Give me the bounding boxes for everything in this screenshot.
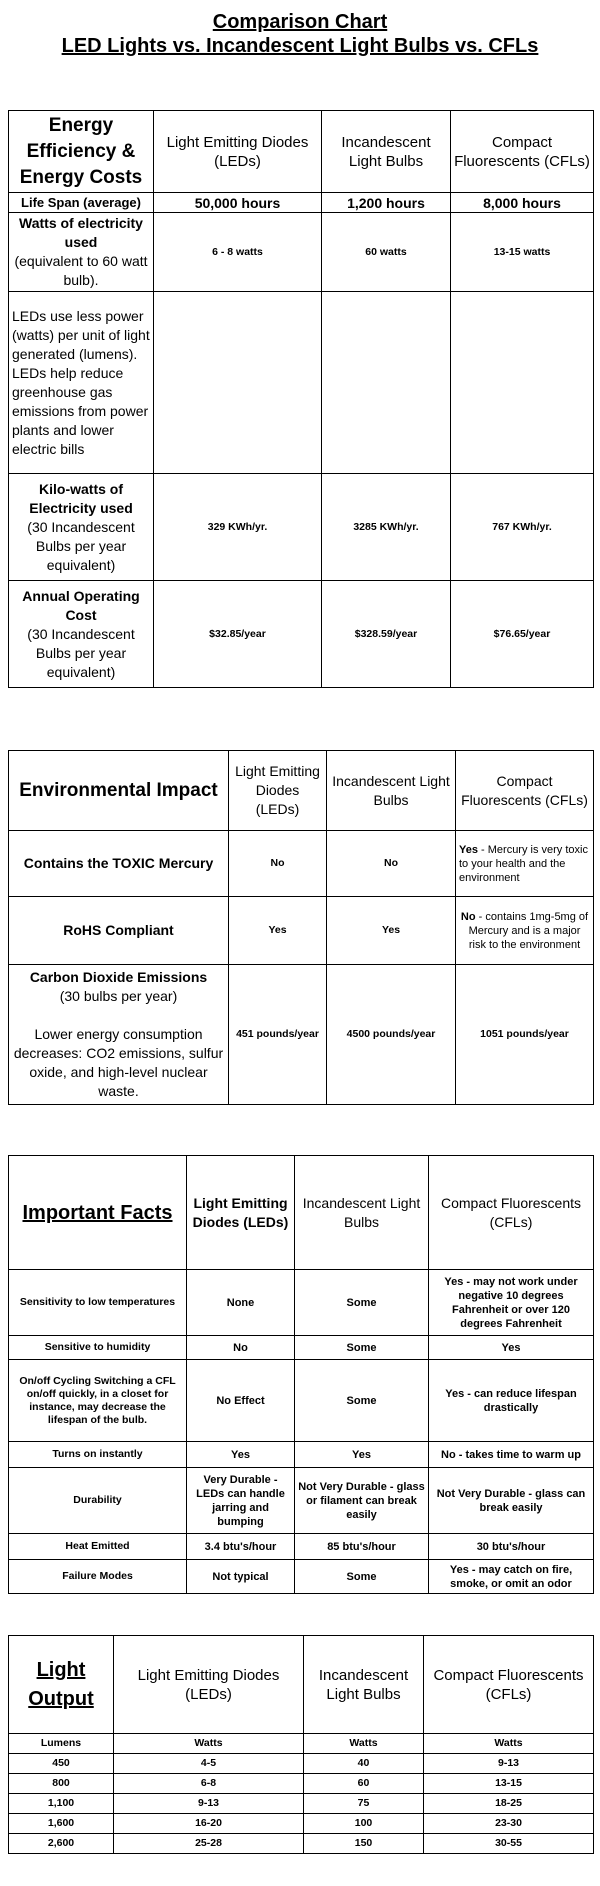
facts-col-cfl: Compact Fluorescents (CFLs)	[429, 1156, 594, 1270]
inc-watts: 40	[304, 1754, 424, 1774]
co2-label-note: Lower energy consumption decreases: CO2 emissions, sulfur oxide, and high-level nuclear waste.	[13, 1026, 224, 1099]
facts-col-led: Light Emitting Diodes (LEDs)	[187, 1156, 295, 1270]
light-output-heading: Light Output	[9, 1636, 114, 1734]
co2-led: 451 pounds/year	[229, 965, 327, 1105]
fact-led: Very Durable - LEDs can handle jarring and bumping	[187, 1468, 295, 1534]
rohs-inc: Yes	[327, 897, 456, 965]
watts-label-note: (equivalent to 60 watt bulb).	[14, 253, 148, 288]
co2-label	[9, 965, 229, 1105]
cfl-watts: 30-55	[424, 1834, 594, 1854]
fact-cfl: Yes - may not work under negative 10 degrees Fahrenheit or over 120 degrees Fahrenheit	[429, 1270, 594, 1336]
fact-cfl: No - takes time to warm up	[429, 1442, 594, 1468]
fact-cfl: Yes - may catch on fire, smoke, or omit an odor	[429, 1560, 594, 1594]
life-span-led: 50,000 hours	[154, 193, 322, 213]
light-col-led: Light Emitting Diodes (LEDs)	[114, 1636, 304, 1734]
rohs-cfl-answer: No	[460, 910, 476, 923]
kilowatts-cfl: 767 KWh/yr.	[451, 474, 594, 581]
led-watts: 6-8	[114, 1774, 304, 1794]
co2-label-title: Carbon Dioxide Emissions	[29, 969, 208, 985]
environment-col-inc: Incandescent Light Bulbs	[327, 751, 456, 831]
mercury-cfl	[456, 831, 594, 897]
inc-watts: 100	[304, 1814, 424, 1834]
led-watts: 9-13	[114, 1794, 304, 1814]
fact-led: None	[187, 1270, 295, 1336]
fact-label: Heat Emitted	[9, 1534, 187, 1560]
cfl-watts: 9-13	[424, 1754, 594, 1774]
fact-cfl: Not Very Durable - glass can break easily	[429, 1468, 594, 1534]
empty-cell	[322, 292, 451, 474]
annual-cost-label-bold: Annual Operating Cost	[22, 587, 140, 623]
fact-inc: 85 btu's/hour	[295, 1534, 429, 1560]
cfl-watts: 23-30	[424, 1814, 594, 1834]
empty-cell	[451, 292, 594, 474]
kilowatts-label	[9, 474, 154, 581]
led-watts: 25-28	[114, 1834, 304, 1854]
energy-col-led: Light Emitting Diodes (LEDs)	[154, 111, 322, 193]
mercury-led: No	[229, 831, 327, 897]
mercury-label: Contains the TOXIC Mercury	[9, 831, 229, 897]
life-span-cfl: 8,000 hours	[451, 193, 594, 213]
energy-heading: Energy Efficiency & Energy Costs	[9, 111, 154, 193]
fact-label: Failure Modes	[9, 1560, 187, 1594]
fact-led: No Effect	[187, 1360, 295, 1442]
life-span-label: Life Span (average)	[9, 193, 154, 213]
watts-label	[9, 213, 154, 292]
light-output-table	[8, 1635, 594, 1854]
fact-cfl: Yes	[429, 1336, 594, 1360]
kilowatts-label-bold: Kilo-watts of Electricity used	[29, 480, 133, 516]
fact-inc: Some	[295, 1336, 429, 1360]
annual-cost-cfl: $76.65/year	[451, 581, 594, 688]
rohs-cfl-detail: - contains 1mg-5mg of Mercury and is a major risk to the environment	[468, 910, 589, 951]
annual-cost-label-note: (30 Incandescent Bulbs per year equivalent)	[27, 625, 135, 680]
fact-label: Durability	[9, 1468, 187, 1534]
environment-heading: Environmental Impact	[9, 751, 229, 831]
energy-col-cfl: Compact Fluorescents (CFLs)	[451, 111, 594, 193]
environment-table	[8, 750, 594, 1105]
life-span-inc: 1,200 hours	[322, 193, 451, 213]
watts-label-bold: Watts of electricity used	[19, 215, 143, 250]
fact-cfl: Yes - can reduce lifespan drastically	[429, 1360, 594, 1442]
annual-cost-label	[9, 581, 154, 688]
chart-subtitle: LED Lights vs. Incandescent Light Bulbs vs. CFLs	[61, 35, 539, 57]
fact-inc: Some	[295, 1360, 429, 1442]
annual-cost-led: $32.85/year	[154, 581, 322, 688]
cfl-watts: 13-15	[424, 1774, 594, 1794]
mercury-cfl-answer: Yes	[459, 843, 478, 856]
lumens-value: 800	[9, 1774, 114, 1794]
energy-table	[8, 110, 594, 688]
fact-inc: Some	[295, 1560, 429, 1594]
lumens-value: 1,600	[9, 1814, 114, 1834]
annual-cost-inc: $328.59/year	[322, 581, 451, 688]
watts-header: Watts	[114, 1734, 304, 1754]
mercury-inc: No	[327, 831, 456, 897]
lumens-value: 2,600	[9, 1834, 114, 1854]
inc-watts: 75	[304, 1794, 424, 1814]
fact-led: No	[187, 1336, 295, 1360]
watts-led: 6 - 8 watts	[154, 213, 322, 292]
fact-led: Not typical	[187, 1560, 295, 1594]
fact-led: Yes	[187, 1442, 295, 1468]
co2-cfl: 1051 pounds/year	[456, 965, 594, 1105]
mercury-cfl-detail: - Mercury is very toxic to your health and the environment	[459, 843, 588, 884]
environment-col-led: Light Emitting Diodes (LEDs)	[229, 751, 327, 831]
lumens-value: 450	[9, 1754, 114, 1774]
fact-cfl: 30 btu's/hour	[429, 1534, 594, 1560]
fact-label: Sensitive to humidity	[9, 1336, 187, 1360]
inc-watts: 150	[304, 1834, 424, 1854]
watts-inc: 60 watts	[322, 213, 451, 292]
lumens-header: Lumens	[9, 1734, 114, 1754]
environment-col-cfl: Compact Fluorescents (CFLs)	[456, 751, 594, 831]
rohs-led: Yes	[229, 897, 327, 965]
fact-label: On/off Cycling Switching a CFL on/off quickly, in a closet for instance, may decrease the lifespan of the bulb.	[9, 1360, 187, 1442]
facts-heading: Important Facts	[9, 1156, 187, 1270]
fact-inc: Not Very Durable - glass or filament can break easily	[295, 1468, 429, 1534]
facts-table	[8, 1155, 594, 1594]
watts-header: Watts	[304, 1734, 424, 1754]
fact-inc: Yes	[295, 1442, 429, 1468]
kilowatts-inc: 3285 KWh/yr.	[322, 474, 451, 581]
empty-cell	[154, 292, 322, 474]
led-efficiency-note: LEDs use less power (watts) per unit of light generated (lumens). LEDs help reduce greenhouse gas emissions from power plants and lower electric bills	[9, 292, 154, 474]
facts-col-inc: Incandescent Light Bulbs	[295, 1156, 429, 1270]
fact-led: 3.4 btu's/hour	[187, 1534, 295, 1560]
chart-title: Comparison Chart	[212, 11, 388, 33]
led-watts: 4-5	[114, 1754, 304, 1774]
kilowatts-label-note: (30 Incandescent Bulbs per year equivalent)	[27, 518, 135, 573]
inc-watts: 60	[304, 1774, 424, 1794]
fact-inc: Some	[295, 1270, 429, 1336]
cfl-watts: 18-25	[424, 1794, 594, 1814]
co2-inc: 4500 pounds/year	[327, 965, 456, 1105]
energy-col-inc: Incandescent Light Bulbs	[322, 111, 451, 193]
led-watts: 16-20	[114, 1814, 304, 1834]
light-col-cfl: Compact Fluorescents (CFLs)	[424, 1636, 594, 1734]
rohs-cfl	[456, 897, 594, 965]
watts-header: Watts	[424, 1734, 594, 1754]
fact-label: Sensitivity to low temperatures	[9, 1270, 187, 1336]
light-col-inc: Incandescent Light Bulbs	[304, 1636, 424, 1734]
lumens-value: 1,100	[9, 1794, 114, 1814]
co2-label-sub: (30 bulbs per year)	[59, 988, 178, 1004]
fact-label: Turns on instantly	[9, 1442, 187, 1468]
rohs-label: RoHS Compliant	[9, 897, 229, 965]
watts-cfl: 13-15 watts	[451, 213, 594, 292]
kilowatts-led: 329 KWh/yr.	[154, 474, 322, 581]
